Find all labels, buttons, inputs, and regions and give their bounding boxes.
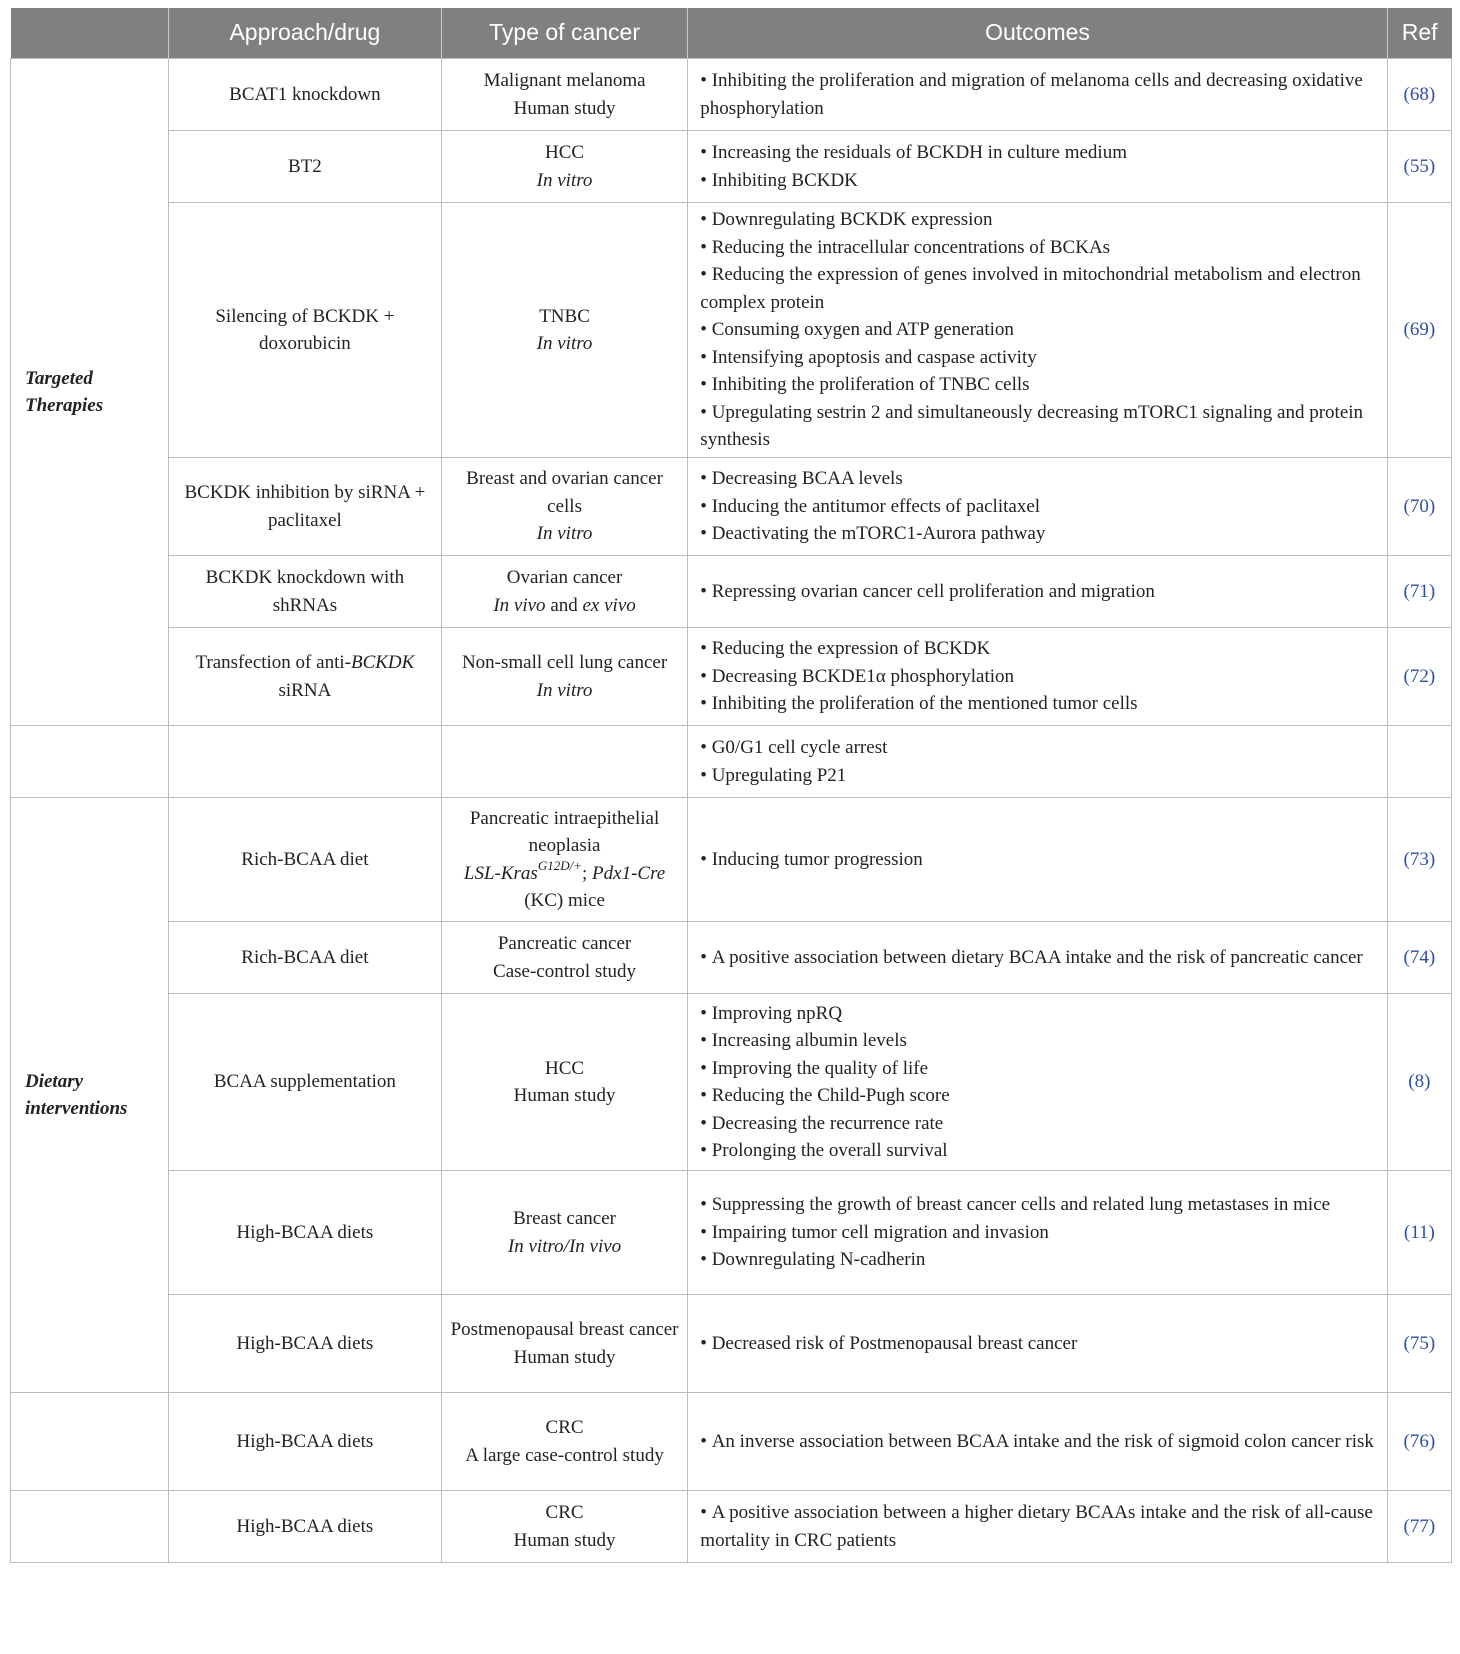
outcomes-cell (688, 798, 1387, 922)
outcome-item: • An inverse association between BCAA intake and the risk of sigmoid colon cancer risk (700, 1428, 1374, 1456)
outcomes-cell (688, 203, 1387, 458)
table-row (11, 203, 1452, 458)
header-ref: Ref (1387, 8, 1451, 59)
header-approach: Approach/drug (169, 8, 442, 59)
ref-link[interactable]: (8) (1387, 994, 1451, 1171)
empty-cell (11, 726, 169, 798)
approach-cell: Silencing of BCKDK + doxorubicin (169, 203, 442, 458)
empty-cell (169, 726, 442, 798)
outcome-item: • Upregulating P21 (700, 762, 1374, 790)
cancer-cell: Pancreatic intraepithelial neoplasia LSL-Kras$^{G12D/+}$; Pdx1-Cre (KC) mice (441, 798, 687, 922)
outcomes-cell (688, 556, 1387, 628)
table-row (11, 458, 1452, 556)
outcome-item: • Suppressing the growth of breast cancer cells and related lung metastases in mice (700, 1191, 1374, 1219)
group-targeted-therapies: Targeted Therapies (11, 59, 169, 726)
cancer-cell: TNBC In vitro (441, 203, 687, 458)
table-row (11, 726, 1452, 798)
approach-cell: Rich-BCAA diet (169, 922, 442, 994)
approach-cell: High-BCAA diets (169, 1295, 442, 1393)
cancer-cell: Pancreatic cancer Case-control study (441, 922, 687, 994)
outcome-item: • Decreasing BCKDE1α phosphorylation (700, 663, 1374, 691)
cancer-cell: Breast cancer In vitro/In vivo (441, 1171, 687, 1295)
outcome-item: • Deactivating the mTORC1-Aurora pathway (700, 520, 1374, 548)
cancer-cell: CRC A large case-control study (441, 1393, 687, 1491)
cancer-cell: HCC Human study (441, 994, 687, 1171)
ref-link[interactable]: (11) (1387, 1171, 1451, 1295)
table-container (10, 8, 1452, 1563)
ref-link[interactable]: (70) (1387, 458, 1451, 556)
table-row (11, 628, 1452, 726)
approach-cell: High-BCAA diets (169, 1491, 442, 1563)
outcome-item: • Intensifying apoptosis and caspase activity (700, 344, 1374, 372)
empty-cell (11, 1393, 169, 1491)
outcomes-cell (688, 1491, 1387, 1563)
approach-cell: Rich-BCAA diet (169, 798, 442, 922)
outcome-item: • Consuming oxygen and ATP generation (700, 316, 1374, 344)
cancer-cell: Postmenopausal breast cancer Human study (441, 1295, 687, 1393)
cancer-cell: HCC In vitro (441, 131, 687, 203)
cancer-cell: Malignant melanoma Human study (441, 59, 687, 131)
outcome-item: • Improving the quality of life (700, 1055, 1374, 1083)
cancer-cell: Breast and ovarian cancer cells In vitro (441, 458, 687, 556)
table-row (11, 922, 1452, 994)
outcomes-cell (688, 1295, 1387, 1393)
outcome-item: • Increasing the residuals of BCKDH in culture medium (700, 139, 1374, 167)
bcaa-therapy-table (10, 8, 1452, 1563)
outcome-item: • Reducing the intracellular concentrations of BCKAs (700, 234, 1374, 262)
outcome-item: • A positive association between a higher dietary BCAAs intake and the risk of all-cause mortality in CRC patients (700, 1499, 1374, 1554)
outcomes-cell (688, 922, 1387, 994)
ref-link[interactable]: (77) (1387, 1491, 1451, 1563)
outcome-item: • G0/G1 cell cycle arrest (700, 734, 1374, 762)
outcome-item: • Improving npRQ (700, 1000, 1374, 1028)
table-row (11, 1171, 1452, 1295)
outcome-item: • Decreased risk of Postmenopausal breast cancer (700, 1330, 1374, 1358)
outcome-item: • Decreasing BCAA levels (700, 465, 1374, 493)
table-row (11, 1393, 1452, 1491)
outcomes-cell (688, 994, 1387, 1171)
outcomes-cell (688, 726, 1387, 798)
outcomes-cell (688, 59, 1387, 131)
empty-cell (11, 1491, 169, 1563)
outcome-item: • Inhibiting BCKDK (700, 167, 1374, 195)
outcome-item: • Inducing the antitumor effects of paclitaxel (700, 493, 1374, 521)
approach-cell: Transfection of anti-BCKDK siRNA (169, 628, 442, 726)
cancer-cell: Non-small cell lung cancer In vitro (441, 628, 687, 726)
outcome-item: • A positive association between dietary BCAA intake and the risk of pancreatic cancer (700, 944, 1374, 972)
table-row (11, 131, 1452, 203)
cancer-cell: CRC Human study (441, 1491, 687, 1563)
outcome-item: • Prolonging the overall survival (700, 1137, 1374, 1165)
empty-cell (441, 726, 687, 798)
approach-cell: High-BCAA diets (169, 1393, 442, 1491)
outcomes-cell (688, 628, 1387, 726)
ref-link[interactable]: (55) (1387, 131, 1451, 203)
header-outcomes: Outcomes (688, 8, 1387, 59)
outcome-item: • Inhibiting the proliferation and migration of melanoma cells and decreasing oxidative phosphorylation (700, 67, 1374, 122)
table-row (11, 1491, 1452, 1563)
ref-link[interactable]: (75) (1387, 1295, 1451, 1393)
outcome-item: • Reducing the expression of genes involved in mitochondrial metabolism and electron complex protein (700, 261, 1374, 316)
approach-cell: BCKDK knockdown with shRNAs (169, 556, 442, 628)
table-header-row (11, 8, 1452, 59)
group-dietary-interventions: Dietary interventions (11, 798, 169, 1393)
approach-cell: High-BCAA diets (169, 1171, 442, 1295)
outcome-item: • Reducing the expression of BCKDK (700, 635, 1374, 663)
table-row (11, 59, 1452, 131)
header-cancer-type: Type of cancer (441, 8, 687, 59)
ref-link[interactable]: (76) (1387, 1393, 1451, 1491)
header-group (11, 8, 169, 59)
approach-cell: BCAA supplementation (169, 994, 442, 1171)
approach-cell: BCAT1 knockdown (169, 59, 442, 131)
outcome-item: • Inhibiting the proliferation of the mentioned tumor cells (700, 690, 1374, 718)
ref-link[interactable]: (69) (1387, 203, 1451, 458)
outcome-item: • Inhibiting the proliferation of TNBC cells (700, 371, 1374, 399)
outcome-item: • Upregulating sestrin 2 and simultaneously decreasing mTORC1 signaling and protein synthesis (700, 399, 1374, 454)
cancer-cell: Ovarian cancer In vivo and ex vivo (441, 556, 687, 628)
outcome-item: • Reducing the Child-Pugh score (700, 1082, 1374, 1110)
outcomes-cell (688, 458, 1387, 556)
approach-cell: BCKDK inhibition by siRNA + paclitaxel (169, 458, 442, 556)
outcomes-cell (688, 1171, 1387, 1295)
outcome-item: • Impairing tumor cell migration and invasion (700, 1219, 1374, 1247)
table-row (11, 1295, 1452, 1393)
outcomes-cell (688, 131, 1387, 203)
table-row (11, 798, 1452, 922)
outcome-item: • Decreasing the recurrence rate (700, 1110, 1374, 1138)
ref-link[interactable]: (71) (1387, 556, 1451, 628)
approach-cell: BT2 (169, 131, 442, 203)
outcome-item: • Increasing albumin levels (700, 1027, 1374, 1055)
outcome-item: • Inducing tumor progression (700, 846, 1374, 874)
table-row (11, 556, 1452, 628)
table-row (11, 994, 1452, 1171)
ref-link[interactable]: (72) (1387, 628, 1451, 726)
ref-link[interactable]: (68) (1387, 59, 1451, 131)
ref-link[interactable]: (74) (1387, 922, 1451, 994)
empty-cell (1387, 726, 1451, 798)
outcomes-cell (688, 1393, 1387, 1491)
outcome-item: • Repressing ovarian cancer cell proliferation and migration (700, 578, 1374, 606)
outcome-item: • Downregulating BCKDK expression (700, 206, 1374, 234)
ref-link[interactable]: (73) (1387, 798, 1451, 922)
outcome-item: • Downregulating N-cadherin (700, 1246, 1374, 1274)
